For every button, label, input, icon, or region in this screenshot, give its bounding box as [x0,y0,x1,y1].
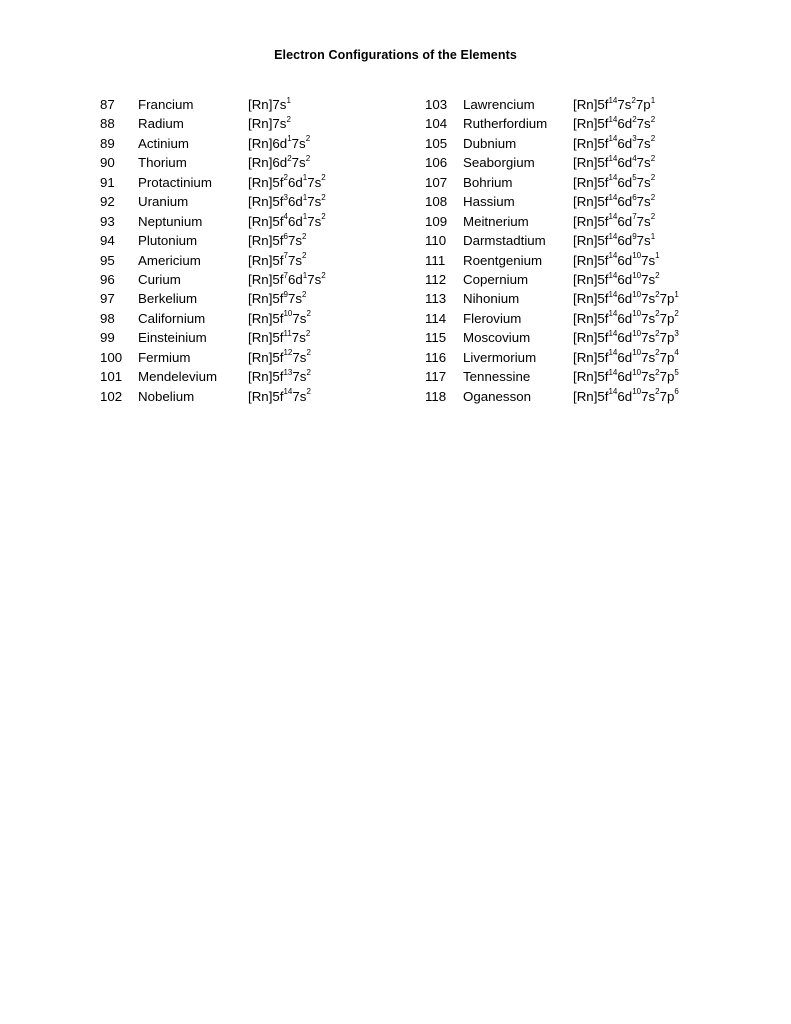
atomic-number: 108 [425,194,448,210]
atomic-number: 118 [425,388,447,404]
page-title: Electron Configurations of the Elements [274,48,517,62]
atomic-number: 106 [425,155,448,171]
element-name: Neptunium [138,213,203,229]
atomic-number: 110 [425,233,447,249]
electron-configuration: $[Rn]5f^26d^17s^2$ [248,173,326,190]
element-name: Seaborgium [463,155,535,171]
element-name: Rutherfordium [463,116,548,132]
element-name: Nihonium [463,291,520,307]
atomic-number: 94 [100,233,115,249]
electron-configuration: $[Rn]5f^{14}6d^37s^2$ [573,134,656,151]
element-name: Thorium [138,155,187,171]
element-name: Tennessine [463,369,531,385]
element-name: Flerovium [463,310,522,326]
electron-configuration: $[Rn]5f^{14}6d^{10}7s^27p^3$ [573,328,679,346]
atomic-number: 111 [425,252,446,268]
element-name: Copernium [463,271,529,287]
atomic-number: 100 [100,349,123,365]
electron-configuration: $[Rn]5f^{14}6d^{10}7s^1$ [573,251,660,268]
atomic-number: 103 [425,97,448,112]
electron-configuration: $[Rn]5f^{14}6d^{10}7s^27p^1$ [573,289,679,307]
element-name: Bohrium [463,174,513,190]
atomic-number: 112 [425,271,447,287]
element-name: Californium [138,310,206,326]
electron-configuration: $[Rn]5f^{14}6d^67s^2$ [573,192,656,210]
atomic-number: 115 [425,330,447,346]
electron-configuration: $[Rn]5f^97s^2$ [248,289,307,307]
electron-configuration: $[Rn]5f^{14}6d^{10}7s^27p^2$ [573,309,679,326]
element-name: Meitnerium [463,213,529,229]
electron-configuration: $[Rn]7s^2$ [248,115,291,132]
atomic-number: 93 [100,213,115,229]
atomic-number: 95 [100,252,115,268]
atomic-number: 101 [100,369,123,385]
atomic-number: 89 [100,135,115,151]
element-name: Americium [138,252,201,268]
element-name: Livermorium [463,349,537,365]
element-name: Nobelium [138,388,195,404]
electron-configuration: $[Rn]6d^27s^2$ [248,153,311,171]
atomic-number: 102 [100,388,123,404]
electron-configuration: $[Rn]5f^77s^2$ [248,251,307,268]
element-name: Berkelium [138,291,198,307]
atomic-number: 91 [100,174,115,190]
electron-configuration: $[Rn]5f^{14}7s^27p^1$ [573,95,656,112]
element-name: Lawrencium [463,97,535,112]
electron-configuration: $[Rn]5f^{14}6d^{10}7s^27p^6$ [573,387,679,404]
electron-configuration: $[Rn]5f^{14}6d^27s^2$ [573,115,656,132]
atomic-number: 114 [425,310,447,326]
element-name: Plutonium [138,233,198,249]
atomic-number: 116 [425,349,447,365]
atomic-number: 107 [425,174,448,190]
element-name: Einsteinium [138,330,207,346]
electron-configuration: $[Rn]5f^{12}7s^2$ [248,348,311,365]
element-name: Oganesson [463,388,532,404]
electron-configuration: $[Rn]5f^{11}7s^2$ [248,328,311,346]
atomic-number: 117 [425,369,447,385]
atomic-number: 96 [100,271,115,287]
element-name: Roentgenium [463,252,543,268]
electron-configuration: $[Rn]7s^1$ [248,95,291,112]
element-name: Uranium [138,194,189,210]
electron-configuration: $[Rn]6d^17s^2$ [248,134,311,151]
electron-configuration: $[Rn]5f^46d^17s^2$ [248,212,326,229]
element-name: Mendelevium [138,369,218,385]
element-name: Curium [138,271,181,287]
electron-configuration: $[Rn]5f^{10}7s^2$ [248,309,311,326]
element-name: Fermium [138,349,191,365]
electron-configuration: $[Rn]5f^{13}7s^2$ [248,367,311,385]
electron-configuration: $[Rn]5f^{14}6d^57s^2$ [573,173,656,190]
electron-configuration: $[Rn]5f^{14}6d^97s^1$ [573,231,656,249]
atomic-number: 109 [425,213,448,229]
element-name: Darmstadtium [463,233,546,249]
element-name: Protactinium [138,174,212,190]
electron-configuration: $[Rn]5f^{14}6d^77s^2$ [573,212,656,229]
atomic-number: 99 [100,330,115,346]
atomic-number: 105 [425,135,448,151]
atomic-number: 88 [100,116,115,132]
electron-configuration: $[Rn]5f^{14}6d^{10}7s^27p^5$ [573,367,679,385]
electron-configuration: $[Rn]5f^76d^17s^2$ [248,270,326,287]
atomic-number: 97 [100,291,115,307]
element-name: Hassium [463,194,515,210]
element-name: Dubnium [463,135,517,151]
electron-configuration: $[Rn]5f^{14}6d^47s^2$ [573,153,656,171]
atomic-number: 104 [425,116,448,132]
atomic-number: 92 [100,194,115,210]
electron-configuration: $[Rn]5f^36d^17s^2$ [248,192,326,210]
electron-configuration: $[Rn]5f^{14}6d^{10}7s^2$ [573,270,660,287]
element-name: Moscovium [463,330,531,346]
atomic-number: 87 [100,97,115,112]
atomic-number: 90 [100,155,115,171]
element-name: Radium [138,116,184,132]
electron-configuration: $[Rn]5f^{14}7s^2$ [248,387,311,404]
element-name: Actinium [138,135,189,151]
atomic-number: 113 [425,291,447,307]
atomic-number: 98 [100,310,115,326]
electron-configuration: $[Rn]5f^{14}6d^{10}7s^27p^4$ [573,348,679,365]
electron-configuration: $[Rn]5f^67s^2$ [248,231,307,249]
element-name: Francium [138,97,194,112]
